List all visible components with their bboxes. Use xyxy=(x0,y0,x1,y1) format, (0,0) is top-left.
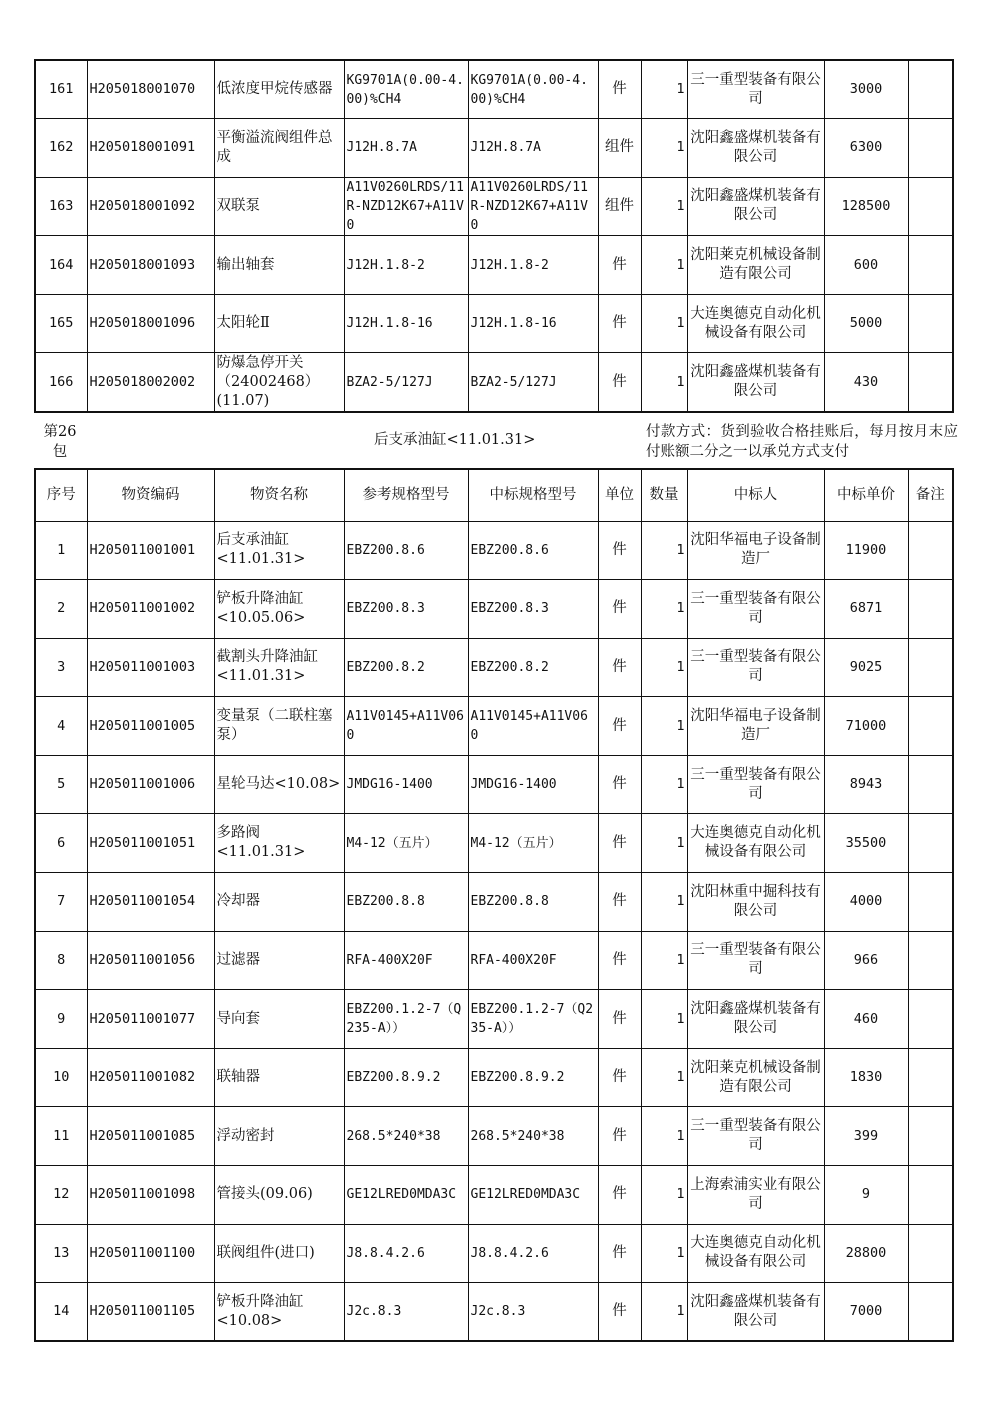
cell-ref-spec: J12H.1.8-16 xyxy=(344,294,468,353)
cell-ref-spec: RFA-400X20F xyxy=(344,931,468,990)
cell-vendor: 三一重型装备有限公司 xyxy=(687,755,824,814)
header-win-spec: 中标规格型号 xyxy=(468,469,598,521)
cell-price: 7000 xyxy=(824,1283,908,1342)
cell-vendor: 沈阳莱克机械设备制造有限公司 xyxy=(687,1048,824,1107)
cell-qty: 1 xyxy=(641,60,687,119)
header-qty: 数量 xyxy=(641,469,687,521)
cell-unit: 件 xyxy=(598,580,641,639)
cell-win-spec: 268.5*240*38 xyxy=(468,1107,598,1166)
cell-unit: 件 xyxy=(598,755,641,814)
cell-note xyxy=(908,638,953,697)
cell-qty: 1 xyxy=(641,580,687,639)
cell-win-spec: EBZ200.8.2 xyxy=(468,638,598,697)
table-row xyxy=(35,1166,953,1225)
cell-vendor: 大连奥德克自动化机械设备有限公司 xyxy=(687,1224,824,1283)
cell-note xyxy=(908,294,953,353)
cell-win-spec: JMDG16-1400 xyxy=(468,755,598,814)
header-price: 中标单价 xyxy=(824,469,908,521)
cell-price: 71000 xyxy=(824,697,908,756)
cell-qty: 1 xyxy=(641,1283,687,1342)
cell-note xyxy=(908,580,953,639)
cell-name: 多路阀<11.01.31> xyxy=(214,814,344,873)
cell-note xyxy=(908,1166,953,1225)
cell-price: 399 xyxy=(824,1107,908,1166)
table-row xyxy=(35,1107,953,1166)
cell-no: 10 xyxy=(35,1048,87,1107)
cell-no: 3 xyxy=(35,638,87,697)
cell-price: 9025 xyxy=(824,638,908,697)
cell-ref-spec: EBZ200.8.6 xyxy=(344,521,468,580)
cell-name: 星轮马达<10.08> xyxy=(214,755,344,814)
cell-qty: 1 xyxy=(641,236,687,295)
table-row xyxy=(35,236,953,295)
cell-note xyxy=(908,353,953,412)
cell-vendor: 三一重型装备有限公司 xyxy=(687,638,824,697)
cell-ref-spec: EBZ200.8.9.2 xyxy=(344,1048,468,1107)
cell-name: 联轴器 xyxy=(214,1048,344,1107)
table-row xyxy=(35,638,953,697)
cell-code: H205018001070 xyxy=(87,60,214,119)
cell-vendor: 沈阳林重中掘科技有限公司 xyxy=(687,873,824,932)
cell-code: H205011001006 xyxy=(87,755,214,814)
table-row xyxy=(35,814,953,873)
cell-name: 后支承油缸<11.01.31> xyxy=(214,521,344,580)
header-code: 物资编码 xyxy=(87,469,214,521)
cell-unit: 件 xyxy=(598,236,641,295)
cell-price: 4000 xyxy=(824,873,908,932)
cell-win-spec: KG9701A(0.00-4.00)%CH4 xyxy=(468,60,598,119)
cell-no: 6 xyxy=(35,814,87,873)
cell-unit: 件 xyxy=(598,638,641,697)
cell-name: 联阀组件(进口) xyxy=(214,1224,344,1283)
cell-vendor: 三一重型装备有限公司 xyxy=(687,580,824,639)
cell-no: 8 xyxy=(35,931,87,990)
cell-vendor: 沈阳鑫盛煤机装备有限公司 xyxy=(687,1283,824,1342)
cell-code: H205011001100 xyxy=(87,1224,214,1283)
cell-code: H205011001002 xyxy=(87,580,214,639)
cell-vendor: 沈阳华福电子设备制造厂 xyxy=(687,697,824,756)
cell-vendor: 沈阳鑫盛煤机装备有限公司 xyxy=(687,177,824,236)
cell-note xyxy=(908,873,953,932)
cell-no: 14 xyxy=(35,1283,87,1342)
cell-note xyxy=(908,755,953,814)
cell-code: H205011001001 xyxy=(87,521,214,580)
cell-code: H205018001092 xyxy=(87,177,214,236)
cell-note xyxy=(908,1283,953,1342)
cell-note xyxy=(908,60,953,119)
cell-note xyxy=(908,814,953,873)
cell-win-spec: A11V0260LRDS/11R-NZD12K67+A11V0 xyxy=(468,177,598,236)
cell-name: 导向套 xyxy=(214,990,344,1049)
table-header-row xyxy=(35,469,953,521)
cell-win-spec: EBZ200.8.9.2 xyxy=(468,1048,598,1107)
cell-unit: 件 xyxy=(598,1166,641,1225)
cell-qty: 1 xyxy=(641,1048,687,1107)
cell-unit: 件 xyxy=(598,294,641,353)
cell-qty: 1 xyxy=(641,931,687,990)
table-row xyxy=(35,294,953,353)
cell-vendor: 沈阳华福电子设备制造厂 xyxy=(687,521,824,580)
cell-code: H205011001005 xyxy=(87,697,214,756)
table-row xyxy=(35,580,953,639)
cell-unit: 件 xyxy=(598,1283,641,1342)
cell-unit: 组件 xyxy=(598,119,641,178)
table-row xyxy=(35,990,953,1049)
cell-price: 6300 xyxy=(824,119,908,178)
cell-ref-spec: EBZ200.8.8 xyxy=(344,873,468,932)
cell-win-spec: J12H.1.8-2 xyxy=(468,236,598,295)
cell-no: 1 xyxy=(35,521,87,580)
cell-no: 165 xyxy=(35,294,87,353)
cell-win-spec: A11V0145+A11V060 xyxy=(468,697,598,756)
cell-win-spec: BZA2-5/127J xyxy=(468,353,598,412)
cell-code: H205011001098 xyxy=(87,1166,214,1225)
cell-ref-spec: J2c.8.3 xyxy=(344,1283,468,1342)
cell-ref-spec: J12H.1.8-2 xyxy=(344,236,468,295)
cell-note xyxy=(908,990,953,1049)
cell-price: 966 xyxy=(824,931,908,990)
cell-name: 双联泵 xyxy=(214,177,344,236)
cell-note xyxy=(908,177,953,236)
cell-code: H205011001003 xyxy=(87,638,214,697)
table-row xyxy=(35,697,953,756)
cell-ref-spec: J12H.8.7A xyxy=(344,119,468,178)
cell-note xyxy=(908,931,953,990)
cell-qty: 1 xyxy=(641,1224,687,1283)
items-table-continued xyxy=(34,59,954,413)
cell-qty: 1 xyxy=(641,697,687,756)
table-row xyxy=(35,1224,953,1283)
cell-name: 防爆急停开关（24002468）(11.07) xyxy=(214,353,344,412)
cell-price: 11900 xyxy=(824,521,908,580)
table-row xyxy=(35,60,953,119)
table-row xyxy=(35,177,953,236)
cell-qty: 1 xyxy=(641,1166,687,1225)
cell-name: 输出轴套 xyxy=(214,236,344,295)
cell-win-spec: EBZ200.8.6 xyxy=(468,521,598,580)
cell-ref-spec: JMDG16-1400 xyxy=(344,755,468,814)
cell-vendor: 三一重型装备有限公司 xyxy=(687,931,824,990)
cell-no: 161 xyxy=(35,60,87,119)
header-vendor: 中标人 xyxy=(687,469,824,521)
table-row xyxy=(35,119,953,178)
cell-code: H205018002002 xyxy=(87,353,214,412)
cell-no: 2 xyxy=(35,580,87,639)
cell-win-spec: J8.8.4.2.6 xyxy=(468,1224,598,1283)
cell-price: 8943 xyxy=(824,755,908,814)
cell-qty: 1 xyxy=(641,755,687,814)
cell-unit: 组件 xyxy=(598,177,641,236)
cell-vendor: 大连奥德克自动化机械设备有限公司 xyxy=(687,814,824,873)
cell-code: H205018001093 xyxy=(87,236,214,295)
cell-note xyxy=(908,119,953,178)
cell-qty: 1 xyxy=(641,814,687,873)
cell-code: H205011001085 xyxy=(87,1107,214,1166)
cell-vendor: 沈阳鑫盛煤机装备有限公司 xyxy=(687,119,824,178)
cell-unit: 件 xyxy=(598,521,641,580)
cell-price: 3000 xyxy=(824,60,908,119)
cell-price: 6871 xyxy=(824,580,908,639)
cell-unit: 件 xyxy=(598,697,641,756)
cell-win-spec: EBZ200.8.3 xyxy=(468,580,598,639)
cell-unit: 件 xyxy=(598,60,641,119)
cell-price: 5000 xyxy=(824,294,908,353)
cell-unit: 件 xyxy=(598,931,641,990)
cell-win-spec: EBZ200.8.8 xyxy=(468,873,598,932)
cell-vendor: 沈阳鑫盛煤机装备有限公司 xyxy=(687,353,824,412)
table-row xyxy=(35,873,953,932)
cell-win-spec: GE12LRED0MDA3C xyxy=(468,1166,598,1225)
header-ref-spec: 参考规格型号 xyxy=(344,469,468,521)
cell-vendor: 沈阳莱克机械设备制造有限公司 xyxy=(687,236,824,295)
table-row xyxy=(35,1048,953,1107)
header-no: 序号 xyxy=(35,469,87,521)
cell-no: 166 xyxy=(35,353,87,412)
cell-ref-spec: EBZ200.8.3 xyxy=(344,580,468,639)
cell-unit: 件 xyxy=(598,814,641,873)
cell-no: 4 xyxy=(35,697,87,756)
cell-note xyxy=(908,697,953,756)
cell-vendor: 沈阳鑫盛煤机装备有限公司 xyxy=(687,990,824,1049)
cell-vendor: 大连奥德克自动化机械设备有限公司 xyxy=(687,294,824,353)
cell-ref-spec: KG9701A(0.00-4.00)%CH4 xyxy=(344,60,468,119)
cell-name: 太阳轮Ⅱ xyxy=(214,294,344,353)
cell-code: H205011001082 xyxy=(87,1048,214,1107)
package-26-table xyxy=(34,468,954,1342)
cell-note xyxy=(908,236,953,295)
cell-no: 13 xyxy=(35,1224,87,1283)
package-header xyxy=(34,420,958,464)
cell-unit: 件 xyxy=(598,1048,641,1107)
cell-no: 164 xyxy=(35,236,87,295)
cell-no: 11 xyxy=(35,1107,87,1166)
cell-name: 过滤器 xyxy=(214,931,344,990)
cell-qty: 1 xyxy=(641,294,687,353)
table-row xyxy=(35,755,953,814)
cell-ref-spec: A11V0260LRDS/11R-NZD12K67+A11V0 xyxy=(344,177,468,236)
package-title: 后支承油缸<11.01.31> xyxy=(374,432,536,448)
cell-name: 变量泵（二联柱塞泵） xyxy=(214,697,344,756)
cell-ref-spec: J8.8.4.2.6 xyxy=(344,1224,468,1283)
cell-price: 128500 xyxy=(824,177,908,236)
cell-no: 163 xyxy=(35,177,87,236)
cell-name: 管接头(09.06) xyxy=(214,1166,344,1225)
cell-ref-spec: EBZ200.8.2 xyxy=(344,638,468,697)
header-name: 物资名称 xyxy=(214,469,344,521)
cell-qty: 1 xyxy=(641,353,687,412)
cell-qty: 1 xyxy=(641,177,687,236)
cell-code: H205011001105 xyxy=(87,1283,214,1342)
cell-vendor: 三一重型装备有限公司 xyxy=(687,1107,824,1166)
cell-qty: 1 xyxy=(641,521,687,580)
cell-price: 1830 xyxy=(824,1048,908,1107)
table-row xyxy=(35,353,953,412)
cell-price: 600 xyxy=(824,236,908,295)
package-label: 第26包 xyxy=(43,424,77,460)
cell-qty: 1 xyxy=(641,638,687,697)
cell-code: H205018001091 xyxy=(87,119,214,178)
cell-win-spec: M4-12（五片） xyxy=(468,814,598,873)
cell-ref-spec: BZA2-5/127J xyxy=(344,353,468,412)
cell-ref-spec: 268.5*240*38 xyxy=(344,1107,468,1166)
payment-terms: 付款方式：货到验收合格挂账后，每月按月末应付账额二分之一以承兑方式支付 xyxy=(646,424,958,460)
cell-ref-spec: GE12LRED0MDA3C xyxy=(344,1166,468,1225)
table-row xyxy=(35,1283,953,1342)
cell-code: H205011001054 xyxy=(87,873,214,932)
cell-win-spec: J12H.1.8-16 xyxy=(468,294,598,353)
cell-ref-spec: A11V0145+A11V060 xyxy=(344,697,468,756)
cell-qty: 1 xyxy=(641,990,687,1049)
cell-ref-spec: EBZ200.1.2-7（Q235-A）） xyxy=(344,990,468,1049)
cell-price: 460 xyxy=(824,990,908,1049)
cell-name: 冷却器 xyxy=(214,873,344,932)
cell-win-spec: EBZ200.1.2-7（Q235-A）） xyxy=(468,990,598,1049)
cell-unit: 件 xyxy=(598,1224,641,1283)
cell-ref-spec: M4-12（五片） xyxy=(344,814,468,873)
cell-name: 截割头升降油缸<11.01.31> xyxy=(214,638,344,697)
cell-price: 9 xyxy=(824,1166,908,1225)
cell-unit: 件 xyxy=(598,1107,641,1166)
cell-name: 铲板升降油缸<10.08> xyxy=(214,1283,344,1342)
cell-no: 5 xyxy=(35,755,87,814)
cell-win-spec: RFA-400X20F xyxy=(468,931,598,990)
cell-note xyxy=(908,1107,953,1166)
cell-name: 浮动密封 xyxy=(214,1107,344,1166)
cell-name: 低浓度甲烷传感器 xyxy=(214,60,344,119)
cell-vendor: 上海索浦实业有限公司 xyxy=(687,1166,824,1225)
cell-qty: 1 xyxy=(641,873,687,932)
cell-code: H205011001077 xyxy=(87,990,214,1049)
header-unit: 单位 xyxy=(598,469,641,521)
cell-note xyxy=(908,1224,953,1283)
cell-note xyxy=(908,521,953,580)
cell-win-spec: J2c.8.3 xyxy=(468,1283,598,1342)
cell-code: H205018001096 xyxy=(87,294,214,353)
cell-unit: 件 xyxy=(598,873,641,932)
cell-no: 162 xyxy=(35,119,87,178)
cell-qty: 1 xyxy=(641,119,687,178)
cell-vendor: 三一重型装备有限公司 xyxy=(687,60,824,119)
cell-win-spec: J12H.8.7A xyxy=(468,119,598,178)
cell-price: 430 xyxy=(824,353,908,412)
cell-price: 28800 xyxy=(824,1224,908,1283)
cell-no: 12 xyxy=(35,1166,87,1225)
cell-code: H205011001051 xyxy=(87,814,214,873)
cell-no: 7 xyxy=(35,873,87,932)
cell-price: 35500 xyxy=(824,814,908,873)
table-row xyxy=(35,931,953,990)
cell-unit: 件 xyxy=(598,353,641,412)
cell-no: 9 xyxy=(35,990,87,1049)
table-row xyxy=(35,521,953,580)
cell-note xyxy=(908,1048,953,1107)
cell-qty: 1 xyxy=(641,1107,687,1166)
header-note: 备注 xyxy=(908,469,953,521)
cell-code: H205011001056 xyxy=(87,931,214,990)
cell-name: 平衡溢流阀组件总成 xyxy=(214,119,344,178)
cell-unit: 件 xyxy=(598,990,641,1049)
cell-name: 铲板升降油缸<10.05.06> xyxy=(214,580,344,639)
